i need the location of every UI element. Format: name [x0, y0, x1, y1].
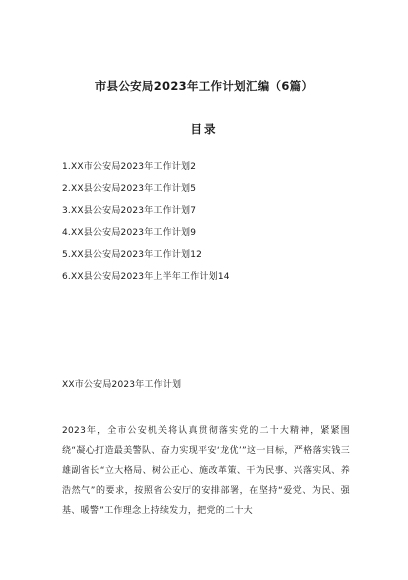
toc-item-4[interactable]: 4.XX县公安局2023年工作计划9 — [62, 228, 197, 238]
table-of-contents — [62, 162, 230, 294]
section-title: XX市公安局2023年工作计划 — [62, 380, 182, 390]
document-title: 市县公安局2023年工作计划汇编（6篇） — [94, 79, 314, 93]
toc-item-3[interactable]: 3.XX县公安局2023年工作计划7 — [62, 206, 197, 216]
toc-item-2[interactable]: 2.XX县公安局2023年工作计划5 — [62, 184, 197, 194]
toc-item-1[interactable]: 1.XX市公安局2023年工作计划2 — [62, 162, 197, 172]
toc-item-6[interactable]: 6.XX县公安局2023年上半年工作计划14 — [62, 272, 230, 282]
toc-item-5[interactable]: 5.XX县公安局2023年工作计划12 — [62, 250, 203, 260]
body-paragraph: 2023年，全市公安机关将认真贯彻落实党的二十大精神，紧紧围绕“凝心打造最美警队、奋力实现平安‘龙优’”这一目标，严格落实钱三雄副省长“立大格局、树公正心、施改革策、干为民事、兴落实风、养浩然气”的要求，按照省公安厅的安排部署，在坚持“爱党、为民、强基、暖警”工作理念上持续发力，把党的二十大 — [62, 426, 350, 516]
toc-heading: 目录 — [190, 122, 218, 136]
